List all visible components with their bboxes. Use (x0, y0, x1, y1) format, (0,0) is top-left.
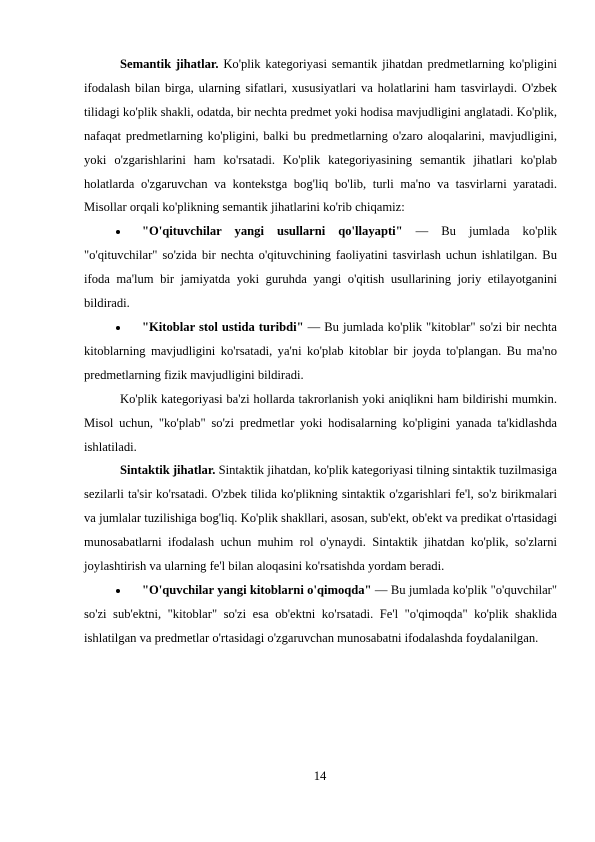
heading-semantic: Semantik jihatlar. (120, 57, 219, 71)
bullet-text (84, 220, 557, 316)
bullet-text (84, 579, 557, 651)
bullet-text (84, 316, 557, 388)
paragraph-text: Ko'plik kategoriyasi semantik jihatdan predmetlarning ko'pligini ifodalash bilan birga, ularning sifatlari, xususiyatlari va holatlarini ham tasvirlaydi. O'zbek tilidagi ko'plik shakli, odatda, bir nechta predmet yoki hodisa mavjudligini anglatadi. Ko'plik, nafaqat predmetlarning ko'pligini, balki bu predmetlarning o'zaro aloqalarini, mavjudligini, yoki o'zgarishlarini ham ko'rsatadi. Ko'plik kategoriyasining semantik jihatlari ko'plab holatlarda o'zgaruvchan va kontekstga bog'liq bo'lib, turli ma'no va tasvirlarni yaratadi. Misollar orqali ko'plikning semantik jihatlarini ko'rib chiqamiz: (84, 57, 557, 215)
bullet-explanation: — Bu jumlada ko'plik "kitoblar" so'zi bir nechta kitoblarning mavjudligini ko'rsatadi, ya'ni ko'plab kitoblar bir joyda to'plangan. Bu ma'no predmetlarning fizik mavjudligini bildiradi. (84, 319, 558, 382)
paragraph-semantic (84, 53, 557, 220)
document-body (84, 53, 557, 651)
bullet-explanation: — Bu jumlada ko'plik "o'qituvchilar" so'zida bir nechta o'qituvchining faoliyatini tasvirlash uchun ishlatilgan. Bu ifoda ma'lum bir jamiyatda yoki guruhda yangi o'qitish usullarining joriy etilayotganini bildiradi. (84, 224, 557, 311)
bullet-example: "O'qituvchilar yangi usullarni qo'llayapti" (142, 224, 403, 239)
bullet-example: "Kitoblar stol ustida turibdi" (142, 319, 304, 334)
bullet-example: "O'quvchilar yangi kitoblarni o'qimoqda" (142, 582, 372, 597)
heading-syntactic: Sintaktik jihatlar. (120, 463, 216, 478)
bullet-item (84, 220, 557, 316)
bullet-item (84, 579, 557, 651)
bullet-icon (116, 589, 120, 593)
paragraph-plural-emphasis (84, 388, 557, 460)
paragraph-syntactic (84, 459, 557, 579)
bullet-explanation: — Bu jumlada ko'plik "o'quvchilar" so'zi sub'ektni, "kitoblar" so'zi esa ob'ektni ko'rsatadi. Fe'l "o'qimoqda" ko'plik shaklida ishlatilgan va predmetlar o'rtasidagi o'zgaruvchan munosabatni ifodalashda foydalanilgan. (84, 582, 557, 645)
paragraph-text: Ko'plik kategoriyasi ba'zi hollarda takrorlanish yoki aniqlikni ham bildirishi mumkin. Misol uchun, "ko'plab" so'zi predmetlar yoki hodisalarning ko'pligini yanada ta'kidlashda ishlatiladi. (84, 391, 557, 454)
bullet-item (84, 316, 557, 388)
page-number: 14 (313, 769, 327, 783)
bullet-icon (116, 326, 120, 330)
paragraph-text: Sintaktik jihatdan, ko'plik kategoriyasi tilning sintaktik tuzilmasiga sezilarli ta'sir ko'rsatadi. O'zbek tilida ko'plikning sintaktik o'zgarishlari fe'l, so'z birikmalari va jumlalar tuzilishiga bog'liq. Ko'plik shakllari, asosan, sub'ekt, ob'ekt va predikat o'rtasidagi munosabatlarni ifodalash uchun muhim rol o'ynaydi. Sintaktik jihatdan ko'plik, so'zlarni joylashtirish va ularning fe'l bilan aloqasini ko'rsatishda yordam beradi. (84, 463, 557, 574)
